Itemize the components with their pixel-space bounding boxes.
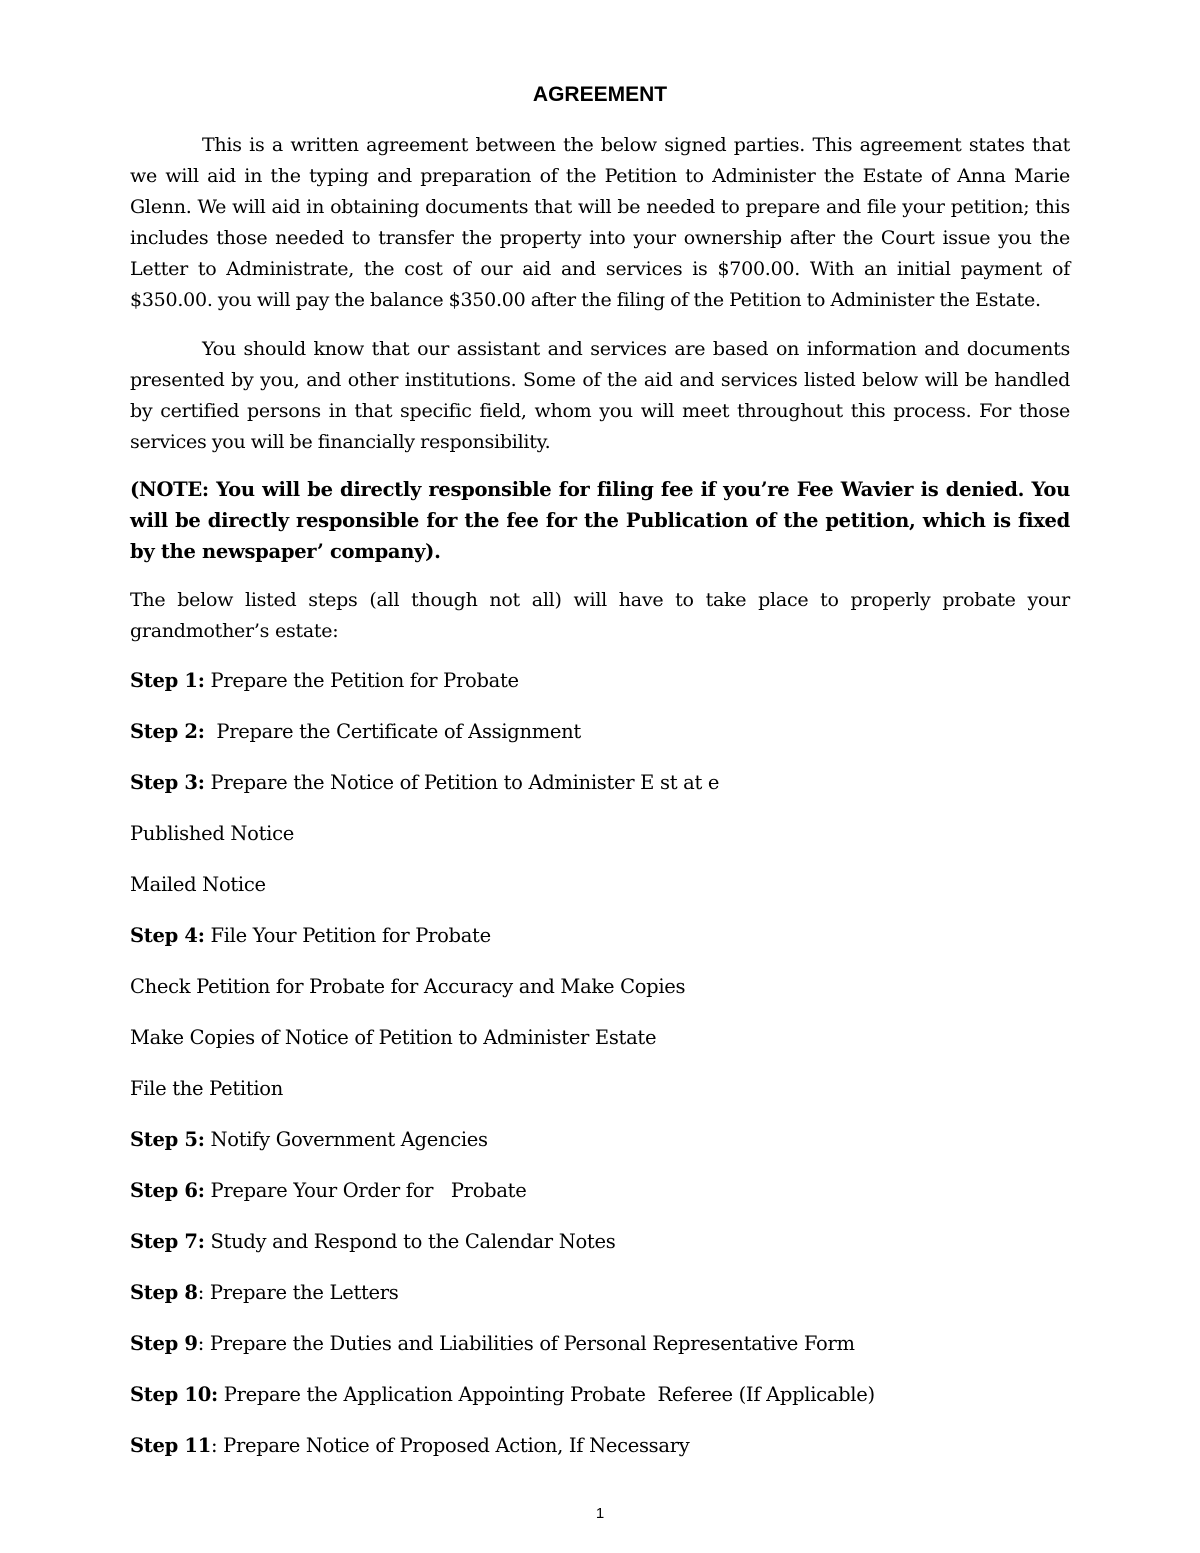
- substep-line: [130, 971, 1070, 1002]
- step-text: Check Petition for Probate for Accuracy and Make Copies: [130, 975, 686, 998]
- step-9-line: [130, 1328, 1070, 1359]
- step-4-line: [130, 920, 1070, 951]
- step-label: Step 6:: [130, 1179, 205, 1202]
- step-text: Prepare the Petition for Probate: [204, 669, 519, 692]
- substep-line: [130, 818, 1070, 849]
- substep-line: [130, 1073, 1070, 1104]
- step-text: : Prepare the Duties and Liabilities of Personal Representative Form: [197, 1332, 855, 1355]
- step-text: File the Petition: [130, 1077, 284, 1100]
- step-label: Step 5:: [130, 1128, 205, 1151]
- step-label: Step 11: [130, 1434, 211, 1457]
- step-text: Prepare the Notice of Petition to Administer E st at e: [204, 771, 720, 794]
- step-text: : Prepare Notice of Proposed Action, If Necessary: [210, 1434, 690, 1457]
- step-label: Step 2:: [130, 720, 205, 743]
- step-10-line: [130, 1379, 1070, 1410]
- step-text: File Your Petition for Probate: [204, 924, 491, 947]
- document-page: [130, 80, 1070, 1481]
- steps-list: [130, 665, 1070, 1461]
- step-text: Notify Government Agencies: [204, 1128, 488, 1151]
- step-label: Step 1:: [130, 669, 205, 692]
- step-3-line: [130, 767, 1070, 798]
- substep-line: [130, 1022, 1070, 1053]
- step-11-line: [130, 1430, 1070, 1461]
- step-text: : Prepare the Letters: [197, 1281, 399, 1304]
- step-label: Step 8: [130, 1281, 198, 1304]
- step-1-line: [130, 665, 1070, 696]
- step-label: Step 4:: [130, 924, 205, 947]
- step-label: Step 10:: [130, 1383, 218, 1406]
- document-title: AGREEMENT: [532, 83, 668, 106]
- step-text: Study and Respond to the Calendar Notes: [204, 1230, 616, 1253]
- step-5-line: [130, 1124, 1070, 1155]
- step-text: Prepare the Application Appointing Probate Referee (If Applicable): [217, 1383, 875, 1406]
- fee-note: (NOTE: You will be directly responsible for filing fee if you’re Fee Wavier is denied. You will be directly responsible for the fee for the Publication of the petition, which is fixed by the newspaper’ company).: [130, 478, 1070, 563]
- step-2-line: [130, 716, 1070, 747]
- step-text: Mailed Notice: [130, 873, 266, 896]
- agreement-paragraph: This is a written agreement between the below signed parties. This agreement states that we will aid in the typing and preparation of the Petition to Administer the Estate of Anna Marie Glenn. We will aid in obtaining documents that will be needed to prepare and file your petition; this includes those needed to transfer the property into your ownership after the Court issue you the Letter to Administrate, the cost of our aid and services is $700.00. With an initial payment of $350.00. you will pay the balance $350.00 after the filing of the Petition to Administer the Estate.: [130, 134, 1070, 311]
- steps-intro: The below listed steps (all though not all) will have to take place to properly probate your grandmother’s estate:: [130, 589, 1070, 642]
- substep-line: [130, 869, 1070, 900]
- step-6-line: [130, 1175, 1070, 1206]
- step-8-line: [130, 1277, 1070, 1308]
- step-label: Step 7:: [130, 1230, 205, 1253]
- page-number: 1: [595, 1505, 605, 1522]
- step-label: Step 3:: [130, 771, 205, 794]
- step-text: Published Notice: [130, 822, 294, 845]
- step-text: Make Copies of Notice of Petition to Administer Estate: [130, 1026, 657, 1049]
- step-text: Prepare Your Order for Probate: [204, 1179, 527, 1202]
- step-7-line: [130, 1226, 1070, 1257]
- services-paragraph: You should know that our assistant and services are based on information and documents presented by you, and other institutions. Some of the aid and services listed below will be handled by certified persons in that specific field, whom you will meet throughout this process. For those services you will be financially responsibility.: [130, 338, 1070, 453]
- step-text: Prepare the Certificate of Assignment: [204, 720, 581, 743]
- step-label: Step 9: [130, 1332, 198, 1355]
